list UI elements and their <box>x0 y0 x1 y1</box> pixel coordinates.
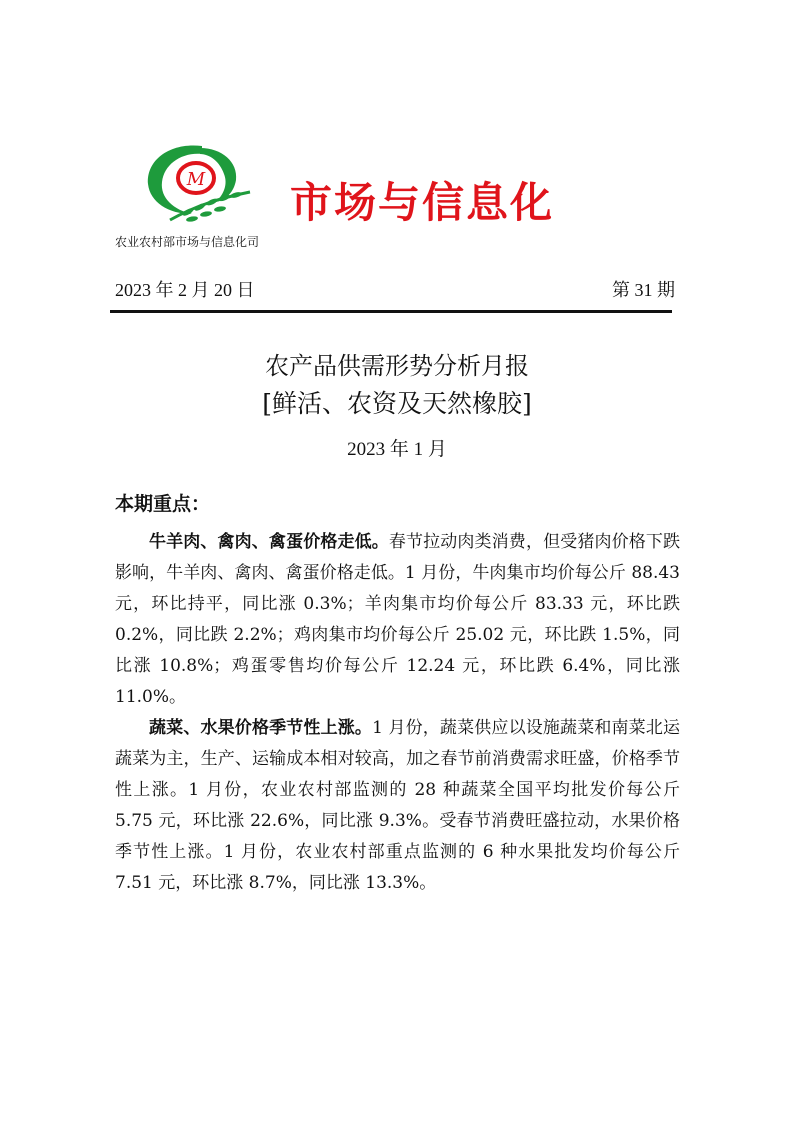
highlight-paragraph-produce <box>115 713 680 899</box>
highlight-paragraph-meat <box>115 527 680 713</box>
paragraph-lead: 蔬菜、水果价格季节性上涨。 <box>149 718 373 738</box>
ministry-logo <box>140 140 255 230</box>
highlights-body <box>115 527 680 899</box>
publisher-name: 农业农村部市场与信息化司 <box>115 235 260 249</box>
issue-meta <box>115 276 675 302</box>
paragraph-text: 1 月份，蔬菜供应以设施蔬菜和南菜北运蔬菜为主，生产、运输成本相对较高，加之春节前消费需求旺盛，价格季节性上涨。1 月份，农业农村部监测的 28 种蔬菜全国平均批发价每公斤 5.75 元，环比涨 22.6%，同比涨 9.3%。受春节消费旺盛拉动，水果价格季节性上涨。1 月份，农业农村部重点监测的 6 种水果批发均价每公斤 7.51 元，环比涨 8.7%，同比涨 13.3%。 <box>115 718 680 893</box>
issue-date: 2023 年 2 月 20 日 <box>115 280 255 300</box>
paragraph-text: 春节拉动肉类消费，但受猪肉价格下跌影响，牛羊肉、禽肉、禽蛋价格走低。1 月份，牛肉集市均价每公斤 88.43 元，环比持平，同比涨 0.3%；羊肉集市均价每公斤 83.33 元，环比跌 0.2%，同比跌 2.2%；鸡肉集市均价每公斤 25.02 元，环比跌 1.5%，同比涨 10.8%；鸡蛋零售均价每公斤 12.24 元，环比跌 6.4%，同比涨 11.0%。 <box>115 532 681 707</box>
report-title: 农产品供需形势分析月报 <box>265 352 529 380</box>
paragraph-lead: 牛羊肉、禽肉、禽蛋价格走低。 <box>149 532 389 552</box>
highlights-heading: 本期重点： <box>115 493 211 515</box>
report-month: 2023 年 1 月 <box>347 439 447 460</box>
header-rule <box>110 310 672 313</box>
report-subtitle: [鲜活、农资及天然橡胶] <box>262 389 532 418</box>
issue-number: 第 31 期 <box>612 280 675 300</box>
masthead-title: 市场与信息化 <box>290 178 555 227</box>
svg-text:M: M <box>186 169 206 190</box>
